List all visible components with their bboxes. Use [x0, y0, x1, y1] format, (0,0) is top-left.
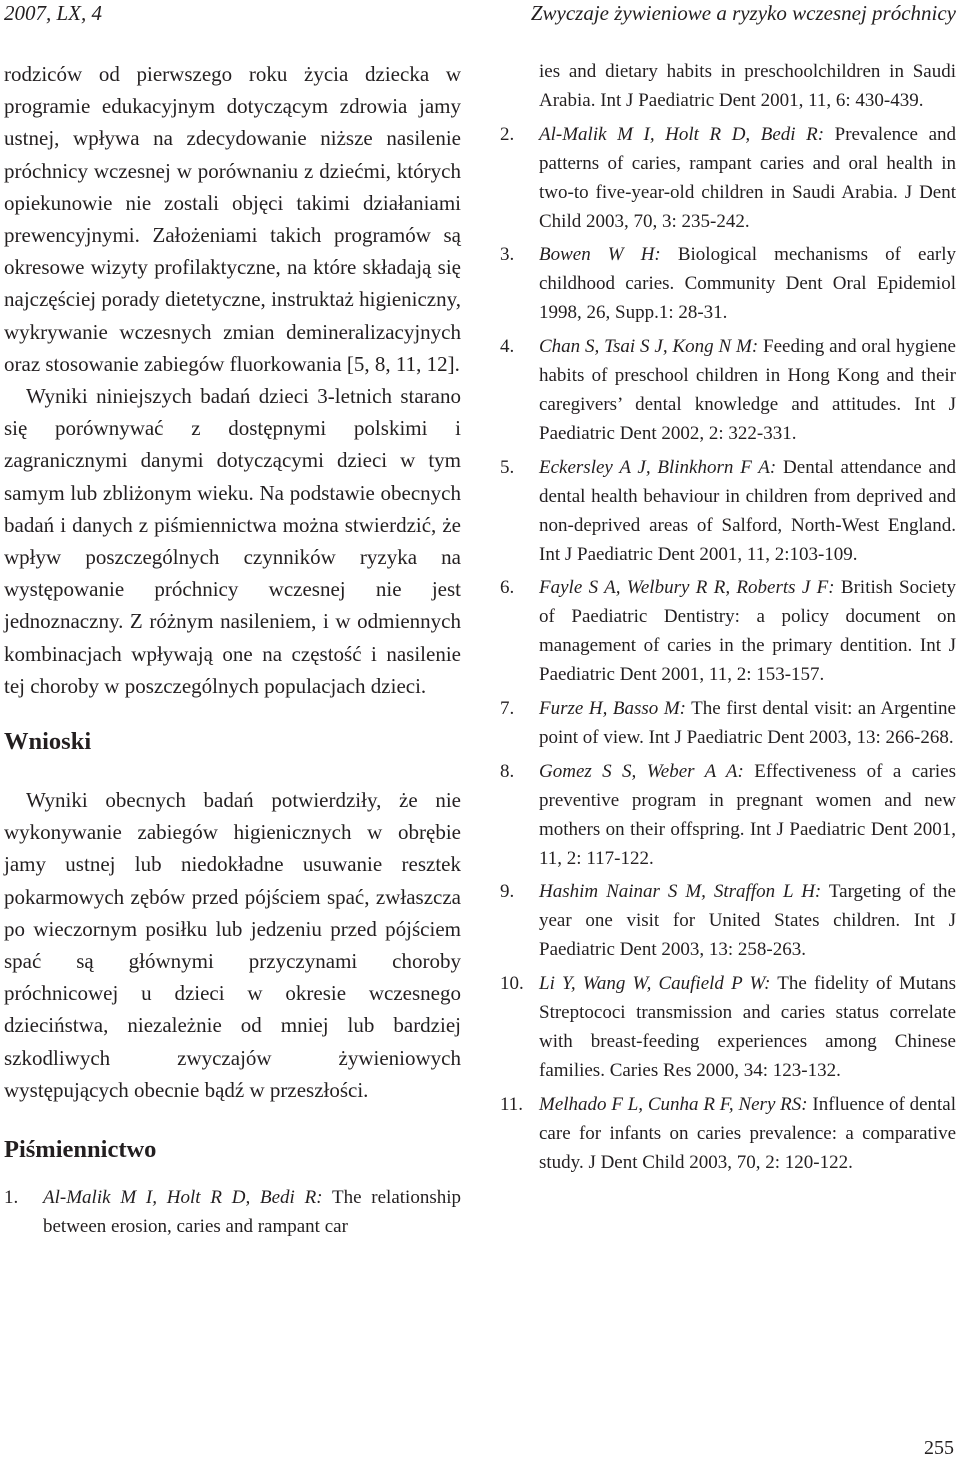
reference-text: Dental attendance and dental health behaviour in children from deprived and non-deprived areas of Salford, North-West England. Int J Paediatric Dent 2001, 11, 2:103-109.	[539, 456, 956, 565]
reference-item	[500, 241, 956, 328]
reference-number: 3.	[500, 244, 515, 266]
reference-text: The fidelity of Mutans Streptococi transmission and caries status correlate with breast-feeding experiences among Chinese families. Caries Res 2000, 34: 123-132.	[539, 973, 956, 1081]
reference-text: The relationship between erosion, caries and rampant car	[43, 1187, 461, 1237]
reference-item	[500, 1091, 956, 1178]
reference-item	[500, 695, 956, 753]
page-number: 255	[924, 1437, 954, 1459]
reference-text: Prevalence and patterns of caries, rampant caries and oral health in two-to five-year-old children in Saudi Arabia. J Dent Child 2003, 70, 3: 235-242.	[539, 123, 956, 232]
reference-number: 1.	[4, 1187, 19, 1209]
reference-number: 9.	[500, 881, 515, 903]
left-column	[4, 58, 461, 1242]
journal-issue: 2007, LX, 4	[4, 1, 103, 25]
reference-authors: Bowen W H:	[539, 244, 661, 266]
reference-number: 8.	[500, 760, 515, 782]
reference-text: Biological mechanisms of early childhood caries. Community Dent Oral Epidemiol 1998, 26, Supp.1: 28-31.	[539, 244, 956, 324]
reference-authors: Li Y, Wang W, Caufield P W:	[539, 973, 771, 995]
reference-item	[500, 333, 956, 449]
reference-text: Influence of dental care for infants on caries prevalence: a comparative study. J Dent Child 2003, 70, 2: 120-122.	[539, 1093, 957, 1173]
reference-authors: Al-Malik M I, Holt R D, Bedi R:	[539, 123, 825, 145]
reference-item	[500, 121, 956, 237]
reference-authors: Melhado F L, Cunha R F, Nery RS:	[539, 1093, 808, 1115]
reference-number: 11.	[500, 1093, 524, 1115]
reference-item	[500, 878, 956, 965]
reference-text: ies and dietary habits in preschoolchildren in Saudi Arabia. Int J Paediatric Dent 2001, 11, 6: 430-439.	[539, 61, 956, 111]
article-running-title: Zwyczaje żywieniowe a ryzyko wczesnej próchnicy	[530, 1, 956, 25]
reference-authors: Eckersley A J, Blinkhorn F A:	[539, 456, 777, 478]
reference-number: 4.	[500, 336, 515, 358]
reference-text: British Society of Paediatric Dentistry: a policy document on management of caries in the primary dentition. Int J Paediatric Dent 2001, 11, 2: 153-157.	[539, 577, 956, 686]
reference-text: Targeting of the year one visit for United States children. Int J Paediatric Dent 2003, 13: 258-263.	[539, 881, 956, 961]
reference-number: 6.	[500, 577, 515, 599]
reference-item	[4, 1184, 461, 1242]
reference-text: Feeding and oral hygiene habits of preschool children in Hong Kong and their caregivers’ dental knowledge and attitudes. Int J Paediatric Dent 2002, 2: 322-331.	[539, 336, 956, 444]
heading-conclusions: Wnioski	[4, 728, 92, 756]
reference-list	[500, 121, 956, 1178]
heading-references: Piśmiennictwo	[4, 1136, 157, 1164]
reference-number: 7.	[500, 698, 515, 720]
reference-item	[500, 970, 956, 1086]
reference-item	[500, 758, 956, 874]
paragraph-prevention: rodziców od pierwszego roku życia dziecka w programie edukacyjnym dotyczącym zdrowia jamy ustnej, wpływa na zdecydowanie niższe nasilenie próchnicy wczesnej w porównaniu z dziećmi, których opiekunowie nie zostali objęci takimi działaniami prewencyjnymi. Założeniami takich programów są okresowe wizyty profilaktyczne, na które składają się najczęściej porady dietetyczne, instruktaż higieniczny, wykrywanie wczesnych zmian demineralizacyjnych oraz stosowanie zabiegów fluorkowania [5, 8, 11, 12].	[4, 62, 461, 376]
reference-number: 5.	[500, 456, 515, 478]
reference-authors: Furze H, Basso M:	[539, 698, 686, 720]
paragraph-comparison: Wyniki niniejszych badań dzieci 3-letnich starano się porównywać z dostępnymi polskimi i zagranicznymi danymi dotyczącymi dzieci w tym samym lub zbliżonym wieku. Na podstawie obecnych badań i danych z piśmiennictwa można stwierdzić, że wpływ poszczególnych czynników ryzyka na występowanie próchnicy wczesnej nie jest jednoznaczny. Z różnym nasileniem, i w odmiennych kombinacjach wpływają one na częstość i nasilenie tej choroby w poszczególnych populacjach dzieci.	[4, 384, 461, 698]
reference-text: Effectiveness of a caries preventive program in pregnant women and new mothers on their offspring. Int J Paediatric Dent 2001, 11, 2: 117-122.	[539, 760, 956, 869]
reference-authors: Al-Malik M I, Holt R D, Bedi R:	[43, 1187, 323, 1209]
reference-item	[500, 454, 956, 570]
reference-authors: Gomez S S, Weber A A:	[539, 760, 744, 782]
reference-number: 10.	[500, 973, 524, 995]
reference-authors: Hashim Nainar S M, Straffon L H:	[539, 881, 822, 903]
reference-authors: Fayle S A, Welbury R R, Roberts J F:	[539, 577, 835, 599]
right-column	[500, 58, 956, 1183]
reference-number: 2.	[500, 123, 515, 145]
reference-continuation	[500, 58, 956, 116]
reference-authors: Chan S, Tsai S J, Kong N M:	[539, 336, 759, 358]
reference-item	[500, 574, 956, 690]
paragraph-conclusions: Wyniki obecnych badań potwierdziły, że nie wykonywanie zabiegów higienicznych w obrębie jamy ustnej lub niedokładne usuwanie resztek pokarmowych zębów przed pójściem spać, zwłaszcza po wieczornym posiłku lub jedzeniu przed pójściem spać są głównymi przyczynami choroby próchnicowej u dzieci w okresie wczesnego dzieciństwa, niezależnie od mniej lub bardziej szkodliwych zwyczajów żywieniowych występujących obecnie bądź w przeszłości.	[4, 788, 461, 1102]
reference-text: The first dental visit: an Argentine point of view. Int J Paediatric Dent 2003, 13: 266-268.	[539, 698, 956, 748]
running-header	[4, 0, 956, 26]
